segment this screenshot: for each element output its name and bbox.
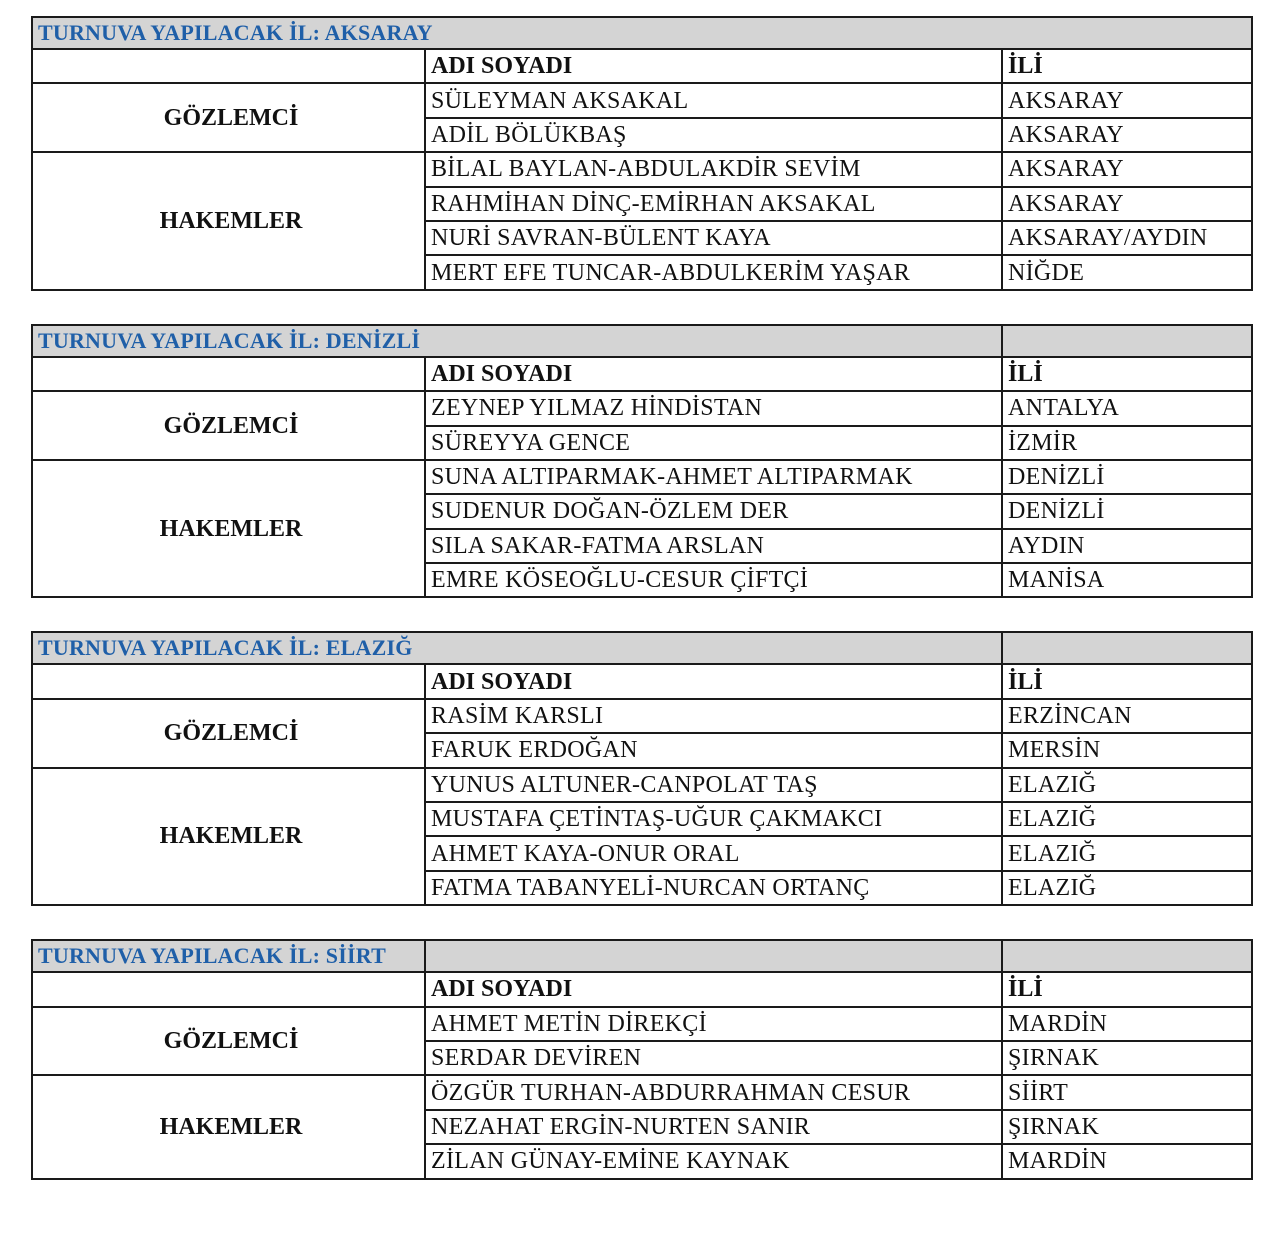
column-header-name: ADI SOYADI [425, 972, 1002, 1006]
table-row [32, 1075, 1252, 1109]
empty-title-cell [1002, 325, 1252, 357]
person-name: MERT EFE TUNCAR-ABDULKERİM YAŞAR [425, 255, 1002, 289]
section-title [32, 325, 1002, 357]
person-name: RASİM KARSLI [425, 699, 1002, 733]
person-city: MARDİN [1002, 1144, 1252, 1178]
table-row [32, 152, 1252, 186]
person-city: AKSARAY [1002, 187, 1252, 221]
empty-header-cell [32, 357, 425, 391]
person-name: AHMET KAYA-ONUR ORAL [425, 836, 1002, 870]
person-city: DENİZLİ [1002, 460, 1252, 494]
person-city: MARDİN [1002, 1007, 1252, 1041]
person-name: SERDAR DEVİREN [425, 1041, 1002, 1075]
section-title [32, 17, 1252, 49]
person-name: SUNA ALTIPARMAK-AHMET ALTIPARMAK [425, 460, 1002, 494]
section-title-text: TURNUVA YAPILACAK İL: DENİZLİ [38, 327, 421, 353]
person-city: ŞIRNAK [1002, 1110, 1252, 1144]
role-label-observer: GÖZLEMCİ [32, 1007, 425, 1076]
column-header-name: ADI SOYADI [425, 664, 1002, 698]
document-page [31, 16, 1251, 1213]
column-header-city: İLİ [1002, 49, 1252, 83]
person-city: AKSARAY [1002, 118, 1252, 152]
person-name: YUNUS ALTUNER-CANPOLAT TAŞ [425, 768, 1002, 802]
column-header-city: İLİ [1002, 664, 1252, 698]
tournament-table [31, 16, 1253, 291]
tournament-table [31, 631, 1253, 906]
person-city: ELAZIĞ [1002, 836, 1252, 870]
table-row [32, 83, 1252, 117]
role-label-referees: HAKEMLER [32, 152, 425, 290]
person-name: ZİLAN GÜNAY-EMİNE KAYNAK [425, 1144, 1002, 1178]
person-city: SİİRT [1002, 1075, 1252, 1109]
column-header-city: İLİ [1002, 357, 1252, 391]
table-row [32, 768, 1252, 802]
tournament-table [31, 939, 1253, 1179]
person-city: ELAZIĞ [1002, 871, 1252, 905]
section-title [32, 940, 425, 972]
person-name: SUDENUR DOĞAN-ÖZLEM DER [425, 494, 1002, 528]
section-title-text: TURNUVA YAPILACAK İL: AKSARAY [38, 20, 433, 45]
role-label-referees: HAKEMLER [32, 460, 425, 598]
role-label-referees: HAKEMLER [32, 768, 425, 906]
person-city: ELAZIĞ [1002, 768, 1252, 802]
person-name: FARUK ERDOĞAN [425, 733, 1002, 767]
person-name: EMRE KÖSEOĞLU-CESUR ÇİFTÇİ [425, 563, 1002, 597]
person-city: AKSARAY/AYDIN [1002, 221, 1252, 255]
person-city: İZMİR [1002, 426, 1252, 460]
empty-header-cell [32, 664, 425, 698]
section-title-text: TURNUVA YAPILACAK İL: ELAZIĞ [38, 635, 413, 661]
empty-title-cell [1002, 940, 1252, 972]
role-label-referees: HAKEMLER [32, 1075, 425, 1178]
empty-title-cell [425, 940, 1002, 972]
person-name: SÜREYYA GENCE [425, 426, 1002, 460]
role-label-observer: GÖZLEMCİ [32, 83, 425, 152]
person-city: MERSİN [1002, 733, 1252, 767]
person-name: NEZAHAT ERGİN-NURTEN SANIR [425, 1110, 1002, 1144]
table-row [32, 1007, 1252, 1041]
section-title-text: TURNUVA YAPILACAK İL: SİİRT [38, 943, 386, 969]
person-name: ZEYNEP YILMAZ HİNDİSTAN [425, 391, 1002, 425]
person-name: AHMET METİN DİREKÇİ [425, 1007, 1002, 1041]
person-name: NURİ SAVRAN-BÜLENT KAYA [425, 221, 1002, 255]
tournament-table [31, 324, 1253, 599]
table-row [32, 699, 1252, 733]
person-city: DENİZLİ [1002, 494, 1252, 528]
empty-header-cell [32, 49, 425, 83]
person-name: SILA SAKAR-FATMA ARSLAN [425, 529, 1002, 563]
person-city: ŞIRNAK [1002, 1041, 1252, 1075]
section-title [32, 632, 1002, 664]
empty-title-cell [1002, 632, 1252, 664]
person-city: AYDIN [1002, 529, 1252, 563]
column-header-name: ADI SOYADI [425, 357, 1002, 391]
person-city: ANTALYA [1002, 391, 1252, 425]
person-city: ELAZIĞ [1002, 802, 1252, 836]
person-city: AKSARAY [1002, 152, 1252, 186]
person-name: RAHMİHAN DİNÇ-EMİRHAN AKSAKAL [425, 187, 1002, 221]
person-city: ERZİNCAN [1002, 699, 1252, 733]
person-name: MUSTAFA ÇETİNTAŞ-UĞUR ÇAKMAKCI [425, 802, 1002, 836]
table-row [32, 460, 1252, 494]
person-city: NİĞDE [1002, 255, 1252, 289]
person-city: AKSARAY [1002, 83, 1252, 117]
table-row [32, 391, 1252, 425]
person-name: FATMA TABANYELİ-NURCAN ORTANÇ [425, 871, 1002, 905]
person-name: BİLAL BAYLAN-ABDULAKDİR SEVİM [425, 152, 1002, 186]
empty-header-cell [32, 972, 425, 1006]
column-header-city: İLİ [1002, 972, 1252, 1006]
role-label-observer: GÖZLEMCİ [32, 391, 425, 460]
column-header-name: ADI SOYADI [425, 49, 1002, 83]
person-name: SÜLEYMAN AKSAKAL [425, 83, 1002, 117]
person-name: ÖZGÜR TURHAN-ABDURRAHMAN CESUR [425, 1075, 1002, 1109]
person-name: ADİL BÖLÜKBAŞ [425, 118, 1002, 152]
role-label-observer: GÖZLEMCİ [32, 699, 425, 768]
person-city: MANİSA [1002, 563, 1252, 597]
